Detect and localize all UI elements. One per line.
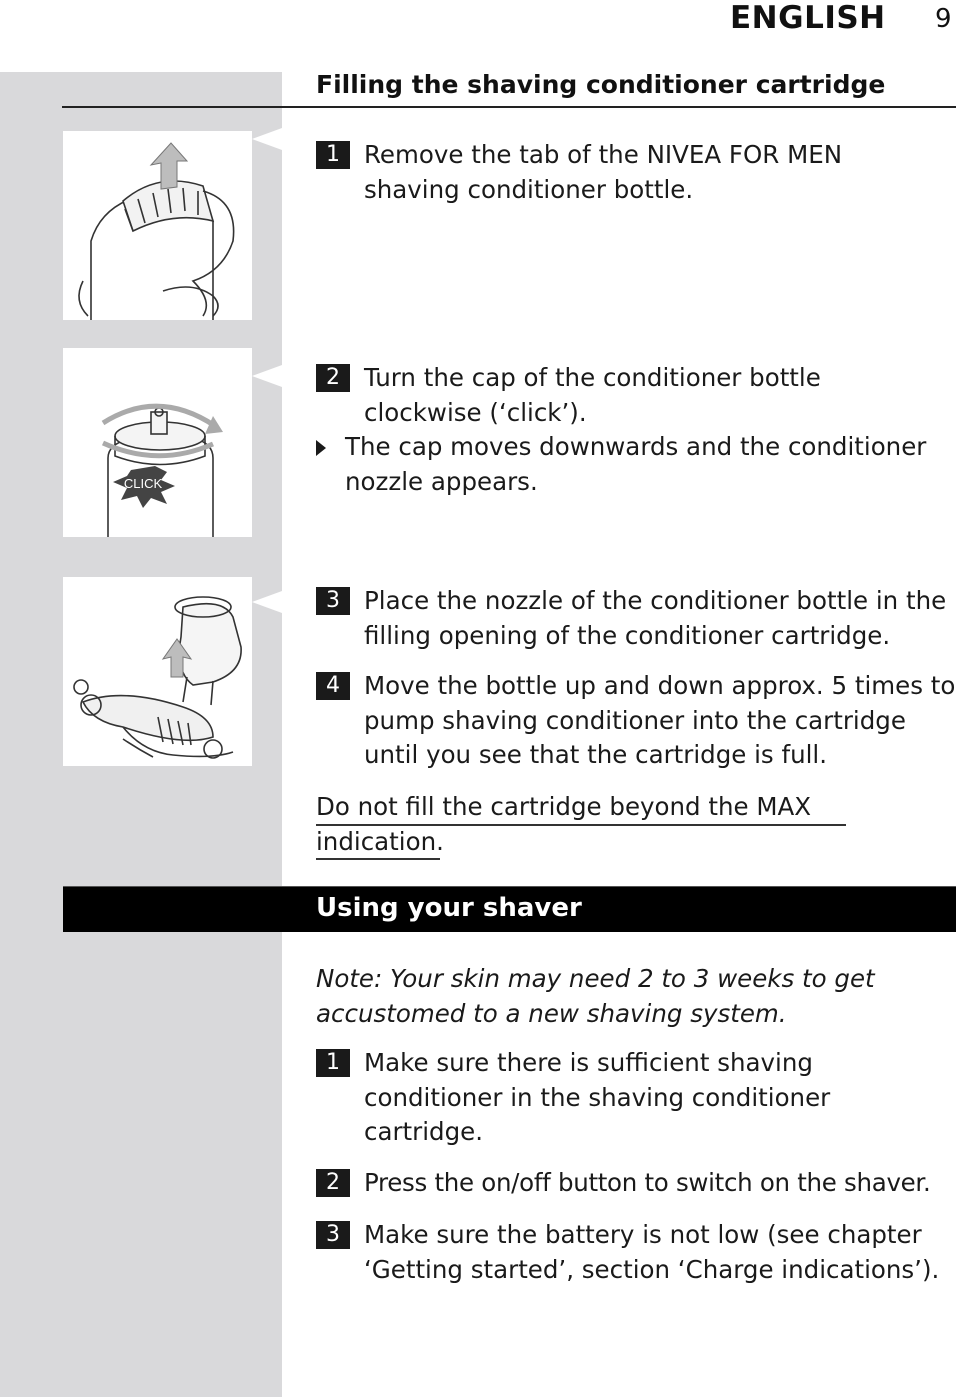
step-number-badge: 3 [316, 587, 350, 615]
step-text: Remove the tab of the NIVEA FOR MEN shaving conditioner bottle. [364, 140, 843, 204]
step-number-badge: 4 [316, 672, 350, 700]
step-3-battery [316, 1218, 956, 1287]
step-number-badge: 1 [316, 1049, 350, 1077]
step-1-remove-tab [316, 138, 956, 207]
step-text: Move the bottle up and down approx. 5 times to pump shaving conditioner into the cartridge until you see that the cartridge is full. [364, 671, 956, 769]
illustration-pointer [252, 128, 282, 150]
step-2-switch-on [316, 1166, 956, 1201]
illustration-turn-cap [63, 348, 252, 537]
section-title-filling: Filling the shaving conditioner cartridge [316, 70, 886, 99]
note-skin-adjust: Note: Your skin may need 2 to 3 weeks to get accustomed to a new shaving system. [316, 964, 875, 1028]
illustration-pointer [252, 591, 282, 613]
step-number-badge: 2 [316, 1169, 350, 1197]
step-text: Make sure there is sufficient shaving conditioner in the shaving conditioner cartridge. [364, 1048, 831, 1146]
page-number: 9 [935, 4, 952, 34]
illustration-pointer [252, 365, 282, 387]
header-language: ENGLISH [730, 0, 886, 36]
section-banner-using-shaver [63, 886, 956, 932]
step-number-badge: 1 [316, 141, 350, 169]
step-text: Turn the cap of the conditioner bottle clockwise (‘click’). [364, 363, 821, 427]
step-number-badge: 3 [316, 1221, 350, 1249]
step-text: Press the on/off button to switch on the shaver. [364, 1168, 931, 1197]
step-2-result [316, 430, 956, 499]
step-4-pump [316, 669, 956, 773]
result-arrow-icon [316, 440, 326, 456]
step-3-place-nozzle [316, 584, 956, 653]
warning-max-indication: Do not fill the cartridge beyond the MAX indication. [316, 792, 812, 856]
illustration-remove-tab [63, 131, 252, 320]
click-label: CLICK [123, 476, 163, 491]
result-text: The cap moves downwards and the conditioner nozzle appears. [345, 432, 927, 496]
bottle-tab-drawing [63, 131, 252, 320]
section-title-using: Using your shaver [316, 893, 582, 923]
bottle-cap-drawing [63, 348, 252, 537]
step-number-badge: 2 [316, 364, 350, 392]
step-text: Place the nozzle of the conditioner bottle in the filling opening of the conditioner cartridge. [364, 586, 947, 650]
fill-cartridge-drawing [63, 577, 252, 766]
illustration-fill-cartridge [63, 577, 252, 766]
step-2-turn-cap [316, 361, 956, 430]
section-rule [62, 106, 956, 108]
warning-underline [316, 824, 846, 826]
warning-underline [316, 858, 440, 860]
step-text: Make sure the battery is not low (see chapter ‘Getting started’, section ‘Charge indications’). [364, 1220, 940, 1284]
step-1-check-conditioner [316, 1046, 956, 1150]
